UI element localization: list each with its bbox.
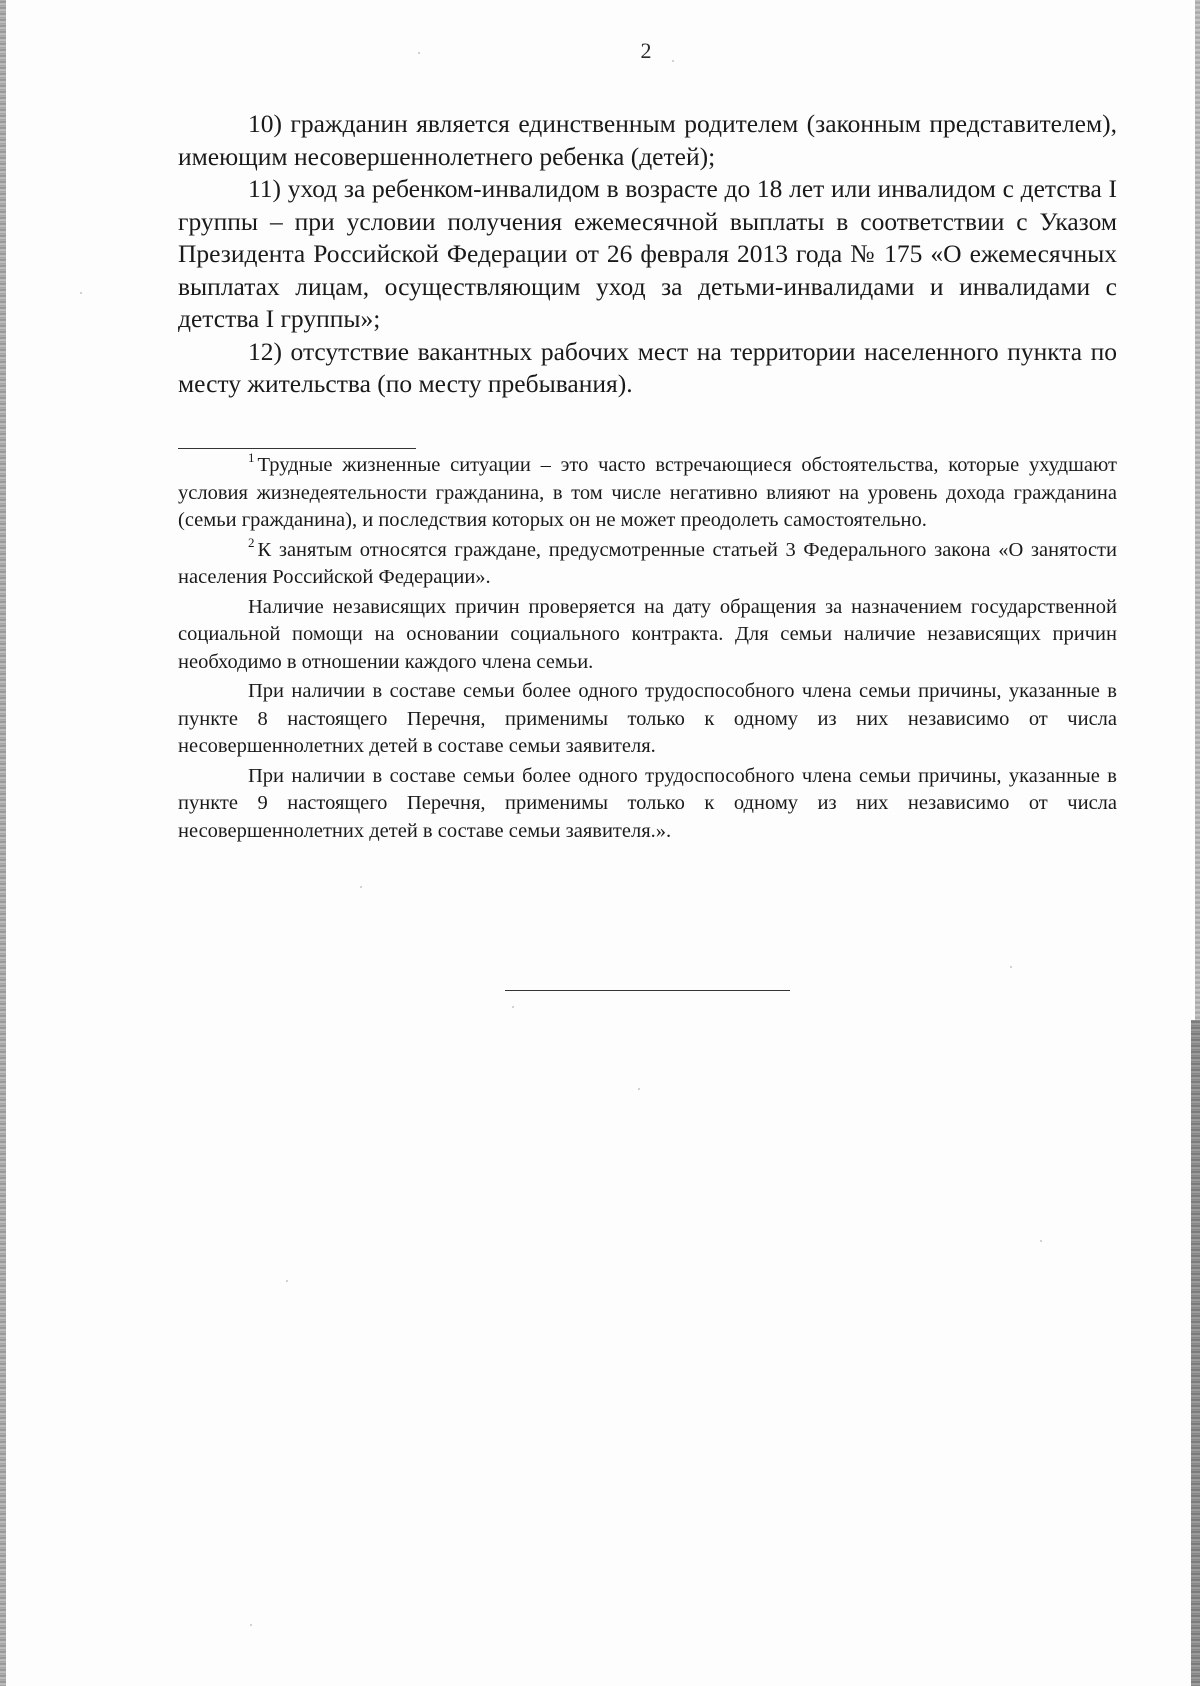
- footnote-1-text: Трудные жизненные ситуации – это часто встречающиеся обстоятельства, которые ухудшают условия жизнедеятельности гражданина, в том числе негативно влияют на уровень дохода гражданина (семьи гражданина), и последствия которых он не может преодолеть самостоятельно.: [178, 454, 1117, 531]
- scan-edge-left: [0, 0, 6, 1686]
- footnote-separator: [178, 448, 416, 449]
- scan-speck: [1040, 1240, 1042, 1242]
- scan-speck: [512, 1006, 514, 1008]
- scan-speck: [672, 60, 674, 62]
- footnote-2-marker: 2: [248, 534, 255, 550]
- list-item-10: 10) гражданин является единственным родителем (законным представителем), имеющим несовершеннолетнего ребенка (детей);: [178, 109, 1117, 171]
- end-of-document-rule: [505, 990, 790, 991]
- footnote-1: [178, 452, 1117, 535]
- scan-edge-right-shadow: [1191, 1020, 1200, 1686]
- footnote-2: [178, 534, 1117, 592]
- page-number: 2: [640, 38, 652, 63]
- note-paragraph: Наличие независящих причин проверяется на дату обращения за назначением государственной социальной помощи на основании социального контракта. Для семьи наличие независящих причин необходимо в отношении каждого члена семьи.: [178, 595, 1117, 673]
- list-item-11: 11) уход за ребенком-инвалидом в возрасте до 18 лет или инвалидом с детства I группы – при условии получения ежемесячной выплаты в соответствии с Указом Президента Российской Федерации от 26 февраля 2013 года № 175 «О ежемесячных выплатах лицам, осуществляющим уход за детьми-инвалидами и инвалидами с детства I группы»;: [178, 174, 1117, 333]
- footnotes: [178, 452, 1117, 847]
- scan-speck: [286, 1280, 288, 1282]
- scan-speck: [418, 52, 420, 54]
- scan-speck: [250, 1624, 252, 1626]
- list-item-12: 12) отсутствие вакантных рабочих мест на территории населенного пункта по месту жительства (по месту пребывания).: [178, 336, 1117, 398]
- scan-speck: [638, 1088, 640, 1090]
- scan-speck: [360, 886, 362, 888]
- footnote-2-text: К занятым относятся граждане, предусмотренные статьей 3 Федерального закона «О занятости населения Российской Федерации».: [178, 538, 1117, 588]
- footnote-1-marker: 1: [248, 450, 255, 465]
- scan-speck: [80, 292, 82, 294]
- list-items: [178, 108, 1117, 401]
- note-paragraph: При наличии в составе семьи более одного трудоспособного члена семьи причины, указанные в пункте 8 настоящего Перечня, применимы только к одному из них независимо от числа несовершеннолетних детей в составе семьи заявителя.: [178, 680, 1117, 757]
- scan-speck: [1010, 966, 1012, 968]
- note-paragraph: При наличии в составе семьи более одного трудоспособного члена семьи причины, указанные в пункте 9 настоящего Перечня, применимы только к одному из них независимо от числа несовершеннолетних детей в составе семьи заявителя.».: [178, 764, 1117, 842]
